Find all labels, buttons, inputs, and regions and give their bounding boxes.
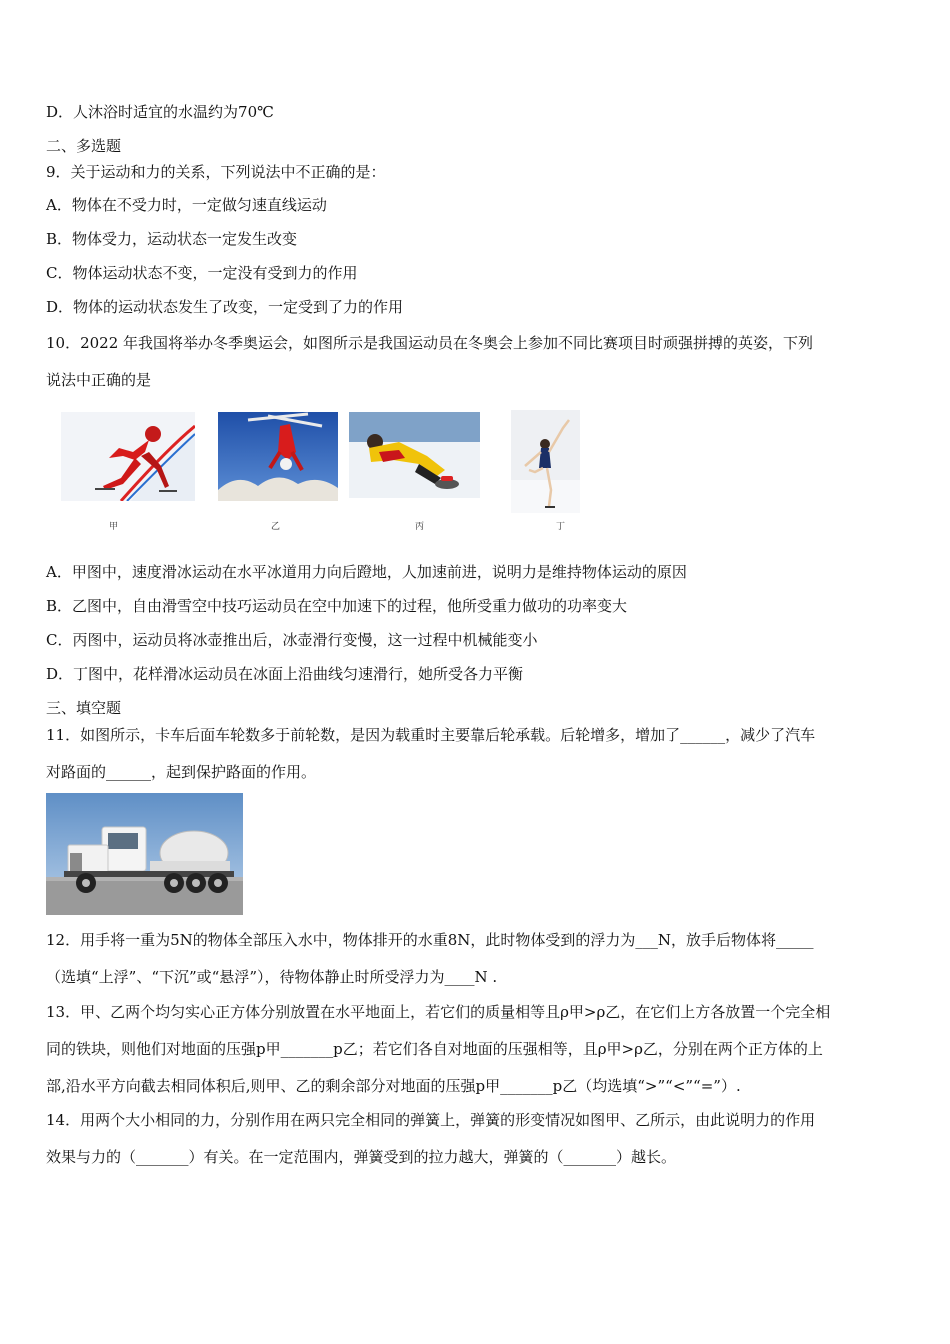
q12-line1: 12．用手将一重为5N的物体全部压入水中，物体排开的水重8N，此时物体受到的浮力为___N，放手后物体将_____	[46, 931, 814, 949]
figure-aerial-skiing	[218, 412, 338, 501]
q10-option-b: B．乙图中，自由滑雪空中技巧运动员在空中加速下的过程，他所受重力做功的功率变大	[46, 597, 628, 615]
q12-line2: （选填“上浮”、“下沉”或“悬浮”），待物体静止时所受浮力为____N .	[46, 968, 498, 986]
q11-line2: 对路面的______，起到保护路面的作用。	[46, 763, 317, 781]
q9-option-a: A．物体在不受力时，一定做匀速直线运动	[46, 196, 327, 214]
caption-yi: 乙	[271, 522, 281, 532]
section-title-fill-in: 三、填空题	[46, 699, 122, 717]
q10-option-d: D．丁图中，花样滑冰运动员在冰面上沿曲线匀速滑行，她所受各力平衡	[46, 665, 524, 683]
caption-ding: 丁	[556, 522, 566, 532]
caption-jia: 甲	[109, 522, 119, 532]
q10-option-c: C．丙图中，运动员将冰壶推出后，冰壶滑行变慢，这一过程中机械能变小	[46, 631, 538, 649]
q9-option-b: B．物体受力，运动状态一定发生改变	[46, 230, 298, 248]
figure-speed-skating	[61, 412, 195, 501]
q8-option-d: D．人沐浴时适宜的水温约为70℃	[46, 103, 274, 121]
q9-stem: 9．关于运动和力的关系，下列说法中不正确的是：	[46, 163, 386, 181]
q10-option-a: A．甲图中，速度滑冰运动在水平冰道用力向后蹬地，人加速前进，说明力是维持物体运动的原因	[46, 563, 687, 581]
q13-line1: 13．甲、乙两个均匀实心正方体分别放置在水平地面上，若它们的质量相等且ρ甲>ρ乙，在它们上方各放置一个完全相	[46, 1003, 831, 1021]
q13-line2: 同的铁块，则他们对地面的压强p甲_______p乙；若它们各自对地面的压强相等，且ρ甲>ρ乙，分别在两个正方体的上	[46, 1040, 823, 1058]
q14-line2: 效果与力的（_______）有关。在一定范围内，弹簧受到的拉力越大，弹簧的（_______）越长。	[46, 1148, 677, 1166]
figure-figure-skating	[511, 410, 580, 513]
q11-line1: 11．如图所示，卡车后面车轮数多于前轮数，是因为载重时主要靠后轮承载。后轮增多，增加了______，减少了汽车	[46, 726, 816, 744]
q10-stem-line1: 10．2022 年我国将举办冬季奥运会，如图所示是我国运动员在冬奥会上参加不同比赛项目时顽强拼搏的英姿，下列	[46, 334, 814, 352]
caption-bing: 丙	[415, 522, 425, 532]
q9-option-c: C．物体运动状态不变，一定没有受到力的作用	[46, 264, 358, 282]
q13-line3: 部,沿水平方向截去相同体积后,则甲、乙的剩余部分对地面的压强p甲_______p乙（均选填“>”“<”“=”）.	[46, 1077, 741, 1095]
section-title-multiple-choice: 二、多选题	[46, 137, 122, 155]
figure-curling	[349, 412, 480, 498]
q10-stem-line2: 说法中正确的是	[46, 371, 152, 389]
figure-mixer-truck	[46, 793, 243, 915]
q14-line1: 14．用两个大小相同的力，分别作用在两只完全相同的弹簧上，弹簧的形变情况如图甲、乙所示，由此说明力的作用	[46, 1111, 816, 1129]
q9-option-d: D．物体的运动状态发生了改变，一定受到了力的作用	[46, 298, 404, 316]
